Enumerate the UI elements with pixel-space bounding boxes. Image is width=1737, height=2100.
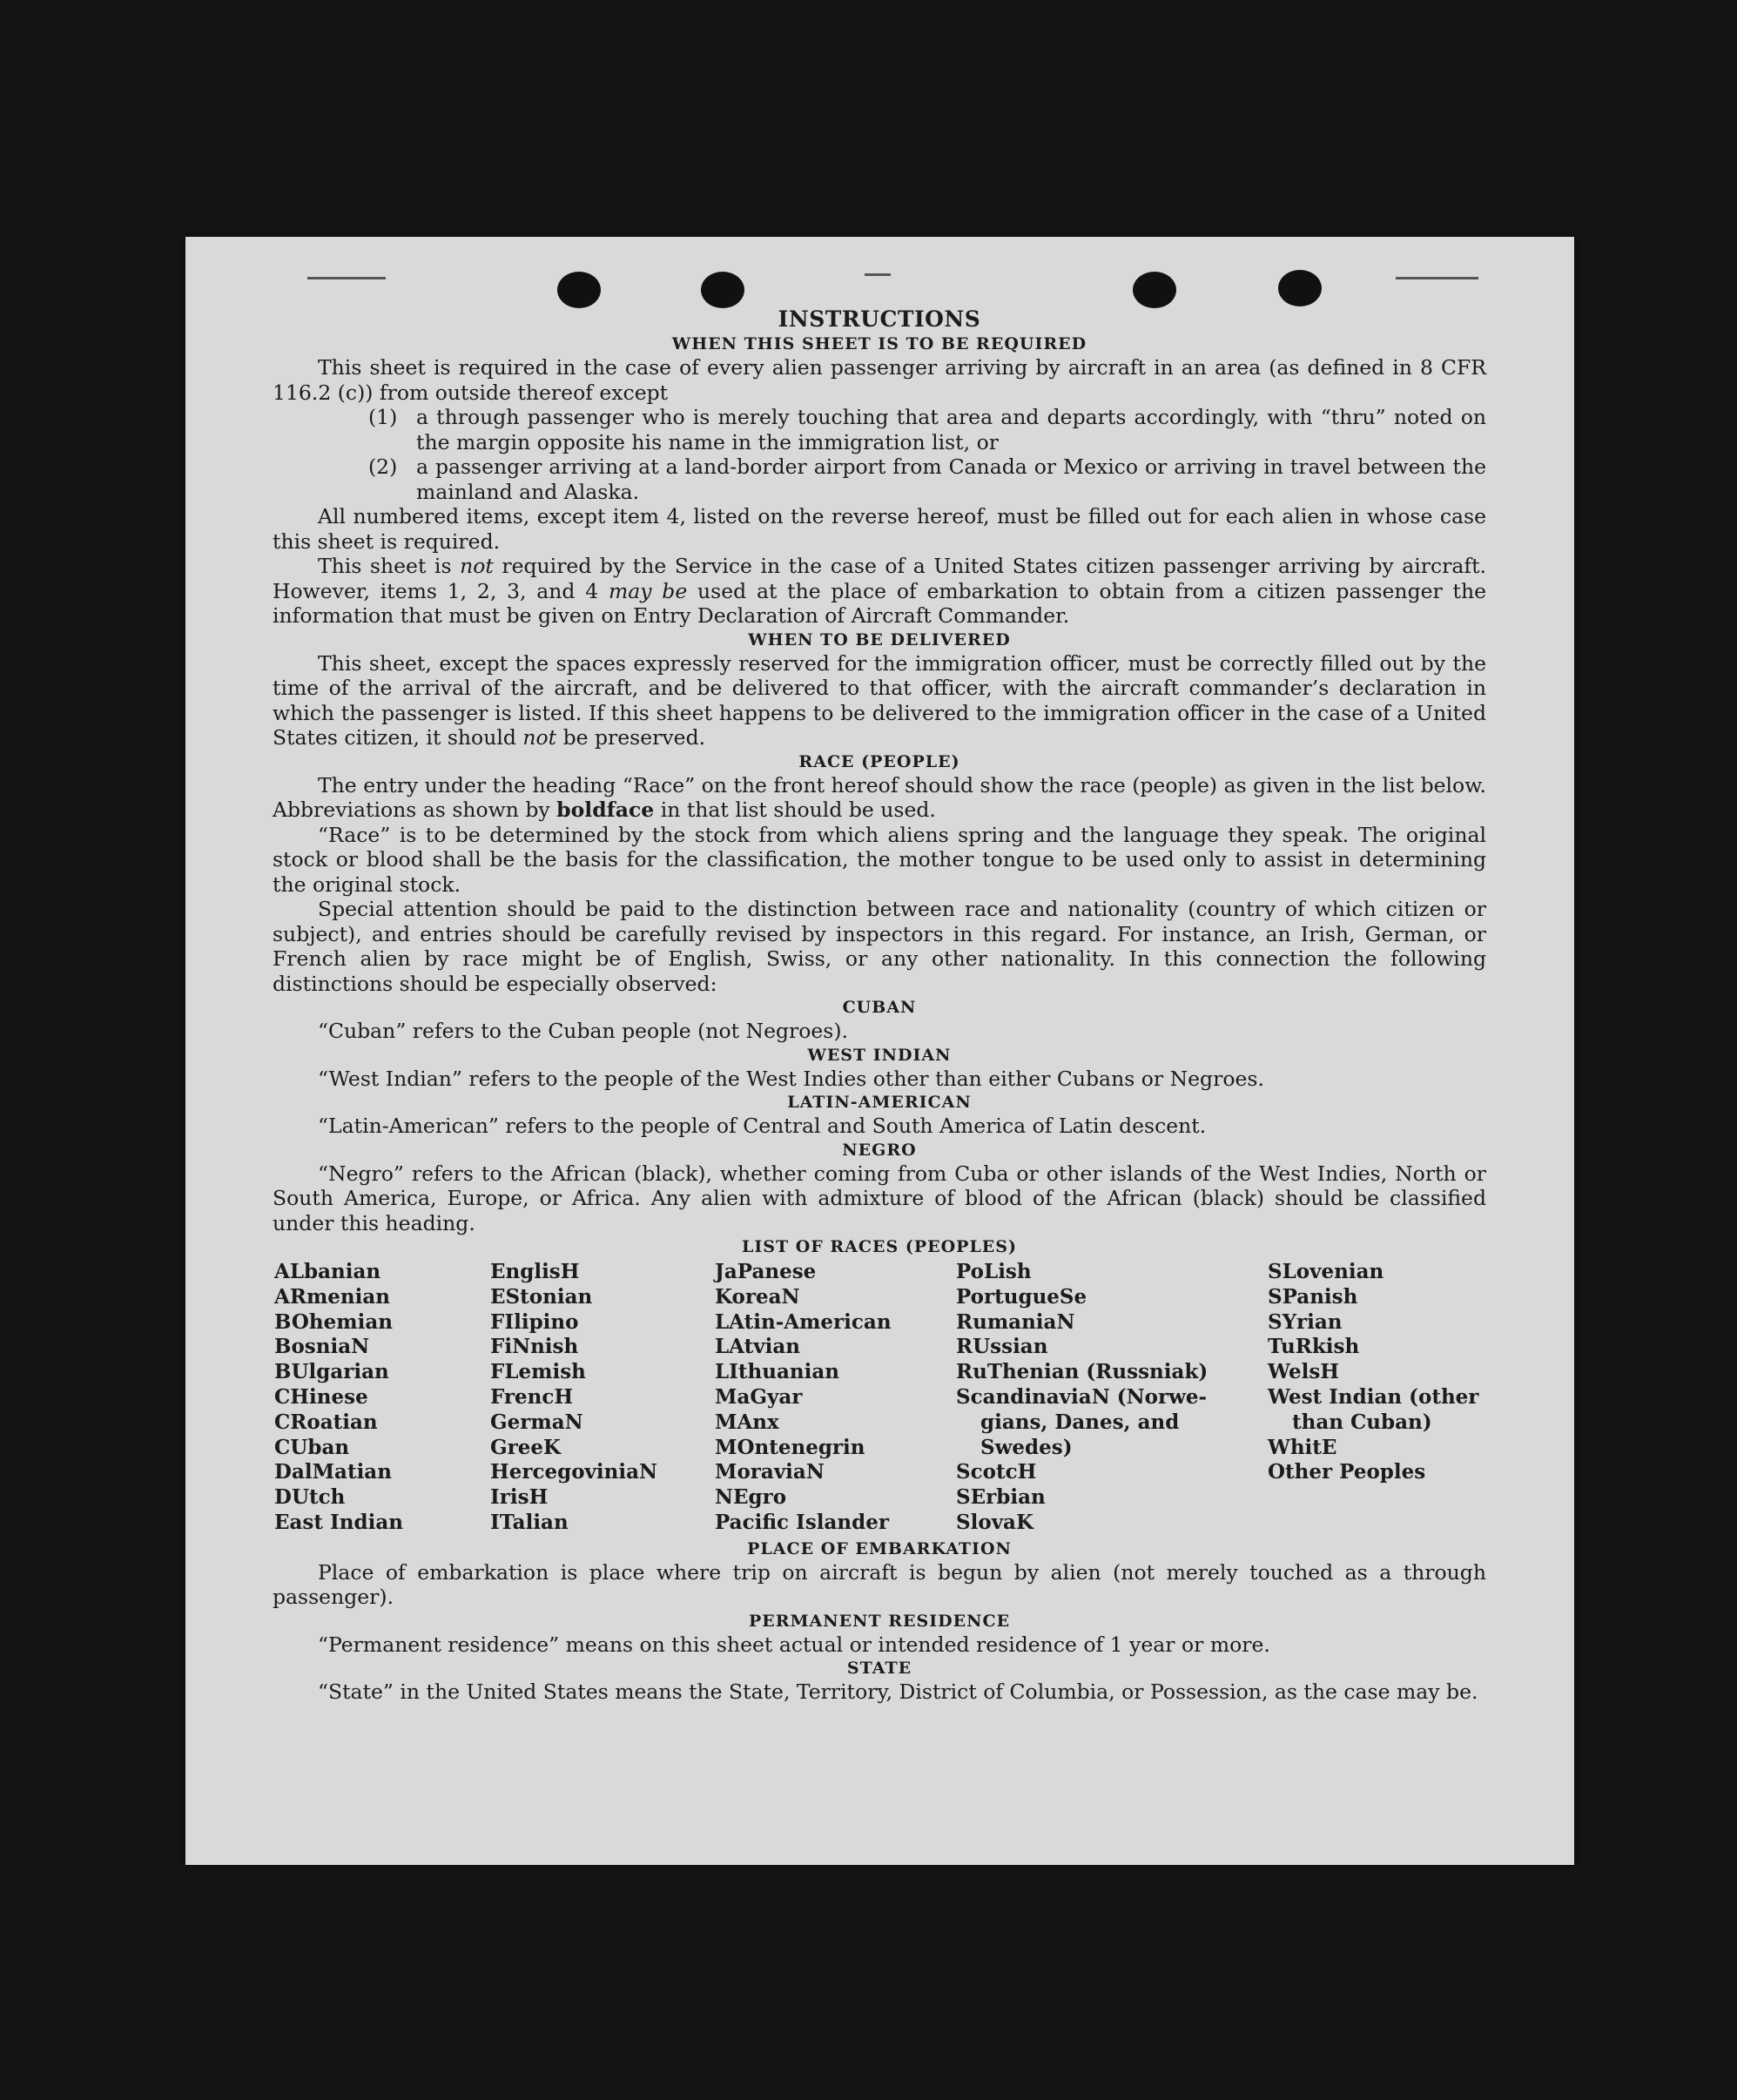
punch-hole — [701, 272, 744, 308]
emphasis: may be — [608, 578, 688, 603]
edge-mark — [1396, 277, 1478, 279]
race-item: BOhemian — [274, 1309, 393, 1334]
exception-item-1 — [273, 405, 1486, 454]
text-run: This sheet is — [318, 554, 461, 578]
race-item: LAtvian — [715, 1335, 800, 1359]
paragraph-race-2: “Race” is to be determined by the stock from which aliens spring and the language they speak. The original stock or blood shall be the basis for the classification, the mother tongue to be used only to assist in determining the original stock. — [273, 822, 1486, 897]
race-item: GreeK — [490, 1435, 562, 1459]
heading-required: WHEN THIS SHEET IS TO BE REQUIRED — [671, 334, 1087, 353]
race-item: TuRkish — [1268, 1335, 1360, 1359]
race-item: East Indian — [274, 1510, 403, 1534]
item-text: a through passenger who is merely touching that area and departs accordingly, with “thru” noted on the margin opposite his name in the immigration list, or — [416, 405, 1486, 454]
heading-list-of-races: LIST OF RACES (PEOPLES) — [742, 1237, 1017, 1256]
paragraph-state: “State” in the United States means the State, Territory, District of Columbia, or Possession, as the case may be. — [318, 1679, 1478, 1705]
text-run: The entry under the heading “Race” on the front hereof should show the race (people) as given in the list below. Abbreviations as shown by — [273, 772, 1486, 822]
race-item: RUssian — [956, 1335, 1048, 1359]
race-item: EStonian — [490, 1284, 593, 1309]
race-item: IrisH — [490, 1485, 549, 1510]
race-item-continued: Swedes) — [980, 1435, 1073, 1459]
exception-item-2 — [273, 454, 1486, 504]
paragraph-embarkation: Place of embarkation is place where trip on aircraft is begun by alien (not merely touched as a through passenger). — [273, 1559, 1486, 1610]
heading-west-indian: WEST INDIAN — [807, 1045, 952, 1065]
race-item: BosniaN — [274, 1335, 370, 1359]
heading-embarkation: PLACE OF EMBARKATION — [747, 1538, 1012, 1558]
race-item: KoreaN — [715, 1284, 800, 1309]
page-title: INSTRUCTIONS — [778, 306, 981, 332]
race-item: RumaniaN — [956, 1309, 1075, 1334]
punch-hole — [1133, 272, 1176, 308]
paragraph-delivered — [273, 651, 1486, 750]
emphasis: not — [460, 554, 494, 578]
punch-hole — [1278, 270, 1322, 306]
heading-delivered: WHEN TO BE DELIVERED — [748, 629, 1011, 650]
paragraph-citizen — [273, 554, 1486, 629]
race-item: ITalian — [490, 1510, 569, 1534]
race-item: FLemish — [490, 1360, 586, 1384]
race-item: ALbanian — [274, 1260, 381, 1283]
text-run: This sheet, except the spaces expressly reserved for the immigration officer, must be correctly filled out by the time of the arrival of the aircraft, and be delivered to that officer, with the aircraft commander’s declaration in which the passenger is listed. If this sheet happens to be delivered to the immigration officer in the case of a United States citizen, it should — [273, 650, 1486, 750]
race-item: LAtin-American — [715, 1309, 892, 1334]
paragraph-required-intro: This sheet is required in the case of every alien passenger arriving by aircraft in an area (as defined in 8 CFR 116.2 (c)) from outside thereof except — [273, 355, 1486, 405]
race-item: SYrian — [1268, 1309, 1343, 1334]
races-column — [715, 1260, 956, 1536]
heading-residence: PERMANENT RESIDENCE — [748, 1611, 1011, 1631]
race-item: DUtch — [274, 1485, 346, 1510]
race-item: PoLish — [956, 1260, 1032, 1283]
race-item: SErbian — [956, 1485, 1046, 1510]
text-run: required by the Service in the case of a United States citizen passenger arriving by aircraft. However, items 1, 2, 3, and 4 — [273, 554, 1486, 603]
race-item: WelsH — [1268, 1360, 1340, 1384]
race-item: BUlgarian — [274, 1360, 389, 1384]
paragraph-west-indian: “West Indian” refers to the people of the West Indies other than either Cubans or Negroes. — [318, 1066, 1264, 1091]
item-number: (2) — [368, 454, 398, 479]
race-item-continued: gians, Danes, and — [980, 1410, 1180, 1434]
race-item: Other Peoples — [1268, 1460, 1426, 1484]
item-text: a passenger arriving at a land-border airport from Canada or Mexico or arriving in travel between the mainland and Alaska. — [416, 454, 1486, 504]
race-item: JaPanese — [715, 1260, 817, 1283]
heading-state: STATE — [846, 1659, 912, 1679]
text-run: in that list should be used. — [654, 798, 936, 822]
race-item: CRoatian — [274, 1410, 378, 1434]
race-item: CUban — [274, 1435, 350, 1459]
text-run: used at the place of embarkation to obtain from a citizen passenger the information that must be given on Entry Declaration of Aircraft Commander. — [273, 578, 1487, 628]
race-item: MOntenegrin — [715, 1435, 865, 1459]
document-sheet — [185, 237, 1574, 1865]
race-item: LIthuanian — [715, 1360, 839, 1384]
race-item: FrencH — [490, 1384, 574, 1409]
paragraph-cuban: “Cuban” refers to the Cuban people (not Negroes). — [318, 1019, 849, 1043]
heading-cuban: CUBAN — [842, 998, 917, 1017]
race-item: MAnx — [715, 1410, 779, 1434]
race-item-continued: than Cuban) — [1292, 1410, 1432, 1434]
race-item: SLovenian — [1268, 1260, 1384, 1283]
paragraph-race-3: Special attention should be paid to the distinction between race and nationality (country of which citizen or subject), and entries should be carefully revised by inspectors in this regard. For instance, an Irish, German, or French alien by race might be of English, Swiss, or any other nationality. In this connection the following distinctions should be especially observed: — [273, 897, 1486, 996]
race-item: HercegoviniaN — [490, 1460, 658, 1484]
race-item: GermaN — [490, 1410, 583, 1434]
instructions-content — [273, 306, 1486, 1705]
heading-latin-american: LATIN-AMERICAN — [787, 1093, 972, 1112]
races-list — [274, 1260, 1486, 1536]
race-item: ScotcH — [956, 1460, 1037, 1484]
races-column — [956, 1260, 1268, 1536]
paragraph-negro: “Negro” refers to the African (black), whether coming from Cuba or other islands of the West Indies, North or South America, Europe, or Africa. Any alien with admixture of blood of the African (black) should be classified under this heading. — [273, 1161, 1486, 1235]
emphasis: not — [522, 725, 557, 750]
races-column — [274, 1260, 490, 1536]
race-item: EnglisH — [490, 1260, 580, 1283]
paragraph-residence: “Permanent residence” means on this sheet actual or intended residence of 1 year or more. — [318, 1632, 1270, 1657]
race-item: DalMatian — [274, 1460, 392, 1484]
race-item: Pacific Islander — [715, 1510, 889, 1534]
races-column — [1268, 1260, 1485, 1536]
race-item: ARmenian — [274, 1284, 391, 1309]
punch-hole — [557, 272, 601, 308]
item-number: (1) — [368, 405, 398, 429]
race-item: PortugueSe — [956, 1284, 1087, 1309]
races-column — [490, 1260, 715, 1536]
race-item: West Indian (other — [1268, 1384, 1479, 1409]
race-item: WhitE — [1268, 1435, 1337, 1459]
race-item: NEgro — [715, 1485, 787, 1510]
paragraph-numbered-items: All numbered items, except item 4, listed on the reverse hereof, must be filled out for each alien in whose case this sheet is required. — [273, 504, 1486, 554]
text-run: be preserved. — [556, 725, 706, 750]
race-item: SPanish — [1268, 1284, 1358, 1309]
race-item: CHinese — [274, 1384, 368, 1409]
race-item: SlovaK — [956, 1510, 1033, 1534]
paragraph-race-1 — [273, 773, 1486, 823]
race-item: RuThenian (Russniak) — [956, 1360, 1208, 1384]
heading-negro: NEGRO — [842, 1140, 917, 1160]
edge-mark — [865, 273, 891, 276]
race-item: MaGyar — [715, 1384, 803, 1409]
race-item: ScandinaviaN (Norwe- — [956, 1384, 1208, 1409]
heading-race: RACE (PEOPLE) — [798, 751, 960, 771]
bold-word: boldface — [556, 798, 655, 822]
paragraph-latin-american: “Latin-American” refers to the people of Central and South America of Latin descent. — [318, 1114, 1207, 1138]
edge-mark — [307, 277, 386, 279]
race-item: FiNnish — [490, 1335, 579, 1359]
race-item: FIlipino — [490, 1309, 579, 1334]
race-item: MoraviaN — [715, 1460, 825, 1484]
